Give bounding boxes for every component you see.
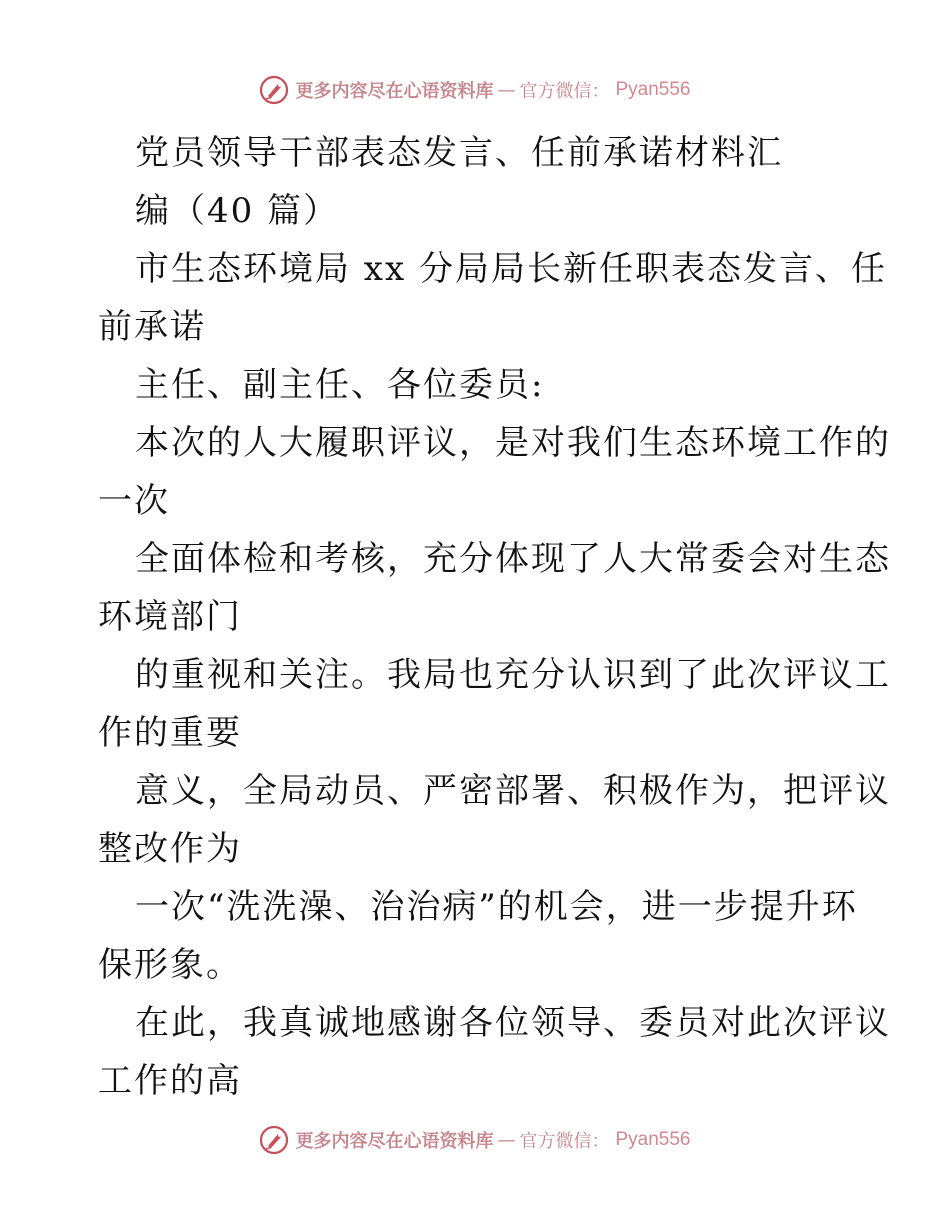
text-line: 工作的高 [98,1061,242,1101]
text-line: 整改作为 [98,829,242,869]
text-line: 保形象。 [98,945,242,985]
text-line: 前承诺 [98,307,206,347]
text-line: 在此，我真诚地感谢各位领导、委员对此次评议 [135,1003,891,1043]
watermark-main-text: 更多内容尽在心语资料库 [295,1131,494,1152]
text-line: 意义，全局动员、严密部署、积极作为，把评议 [135,771,891,811]
watermark-separator: — [497,1129,516,1151]
watermark-separator: — [497,79,516,101]
text-line: 编（40 篇） [135,191,340,231]
text-line: 市生态环境局 xx 分局局长新任职表态发言、任 [135,249,887,289]
watermark-account-id: Pyan556 [615,1129,691,1150]
text-line: 环境部门 [98,597,242,637]
watermark-wechat-label: 官方微信： [519,1131,610,1152]
text-line: 的重视和关注。我局也充分认识到了此次评议工 [135,655,891,695]
watermark-footer [0,1120,950,1160]
text-line: 本次的人大履职评议，是对我们生态环境工作的 [135,423,891,463]
text-line: 主任、副主任、各位委员: [135,365,545,405]
text-line: 一次“洗洗澡、治治病”的机会，进一步提升环 [135,887,858,927]
watermark-main-text: 更多内容尽在心语资料库 [295,81,494,102]
document-body [98,124,891,1110]
text-line: 一次 [98,481,170,521]
text-line: 全面体检和考核，充分体现了人大常委会对生态 [135,539,891,579]
watermark-header [0,70,950,110]
watermark-wechat-label: 官方微信： [519,81,610,102]
text-line: 作的重要 [98,713,242,753]
watermark-account-id: Pyan556 [615,79,691,100]
pen-nib-icon [259,1125,289,1155]
text-line: 党员领导干部表态发言、任前承诺材料汇 [135,133,783,173]
pen-nib-icon [259,75,289,105]
